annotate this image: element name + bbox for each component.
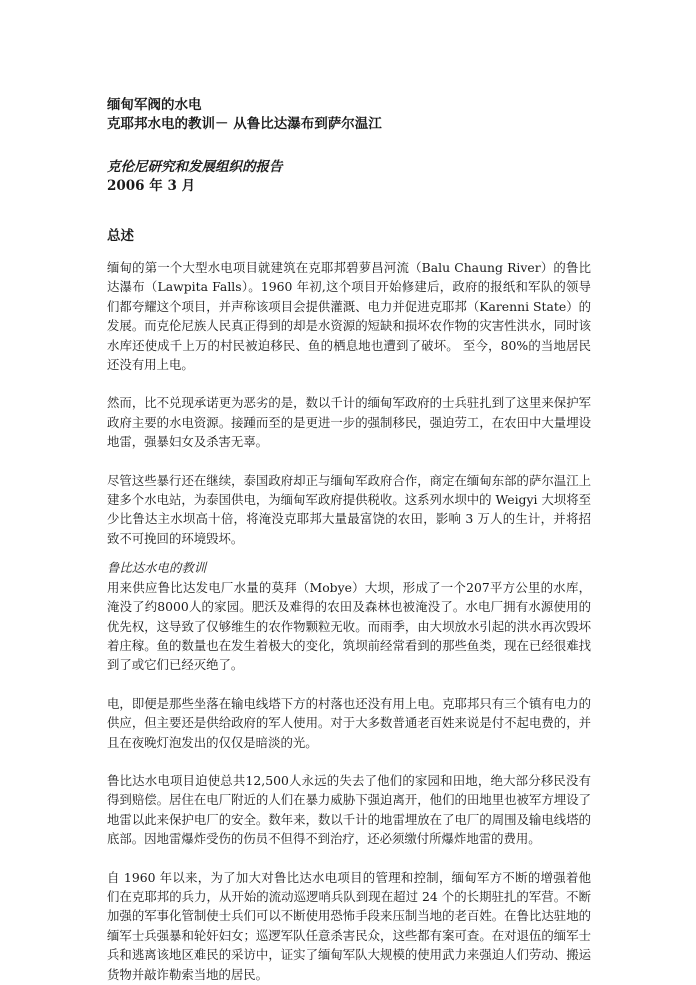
paragraph: 自 1960 年以来，为了加大对鲁比达水电项目的管理和控制，缅甸军方不断的增强着他们在克耶邦的兵力，从开始的流动巡逻哨兵队到现在超过 24 个的长期驻扎的军营。不断加强的军事化管制使士兵们可以不断使用恐怖手段来压制当地的老百姓。在鲁比达驻地的缅军士兵强暴和轮奸妇女；巡逻军队任意杀害民众，这些都有案可查。在对退伍的缅军士兵和逃离该地区难民的采访中，证实了缅甸军队大规模的使用武力来强迫人们劳动、搬运货物并敲诈勒索当地的居民。 xyxy=(107,869,591,982)
document-body xyxy=(107,96,591,984)
paragraph: 缅甸的第一个大型水电项目就建筑在克耶邦碧萝昌河流（Balu Chaung River）的鲁比达瀑布（Lawpita Falls）。1960 年初,这个项目开始修建后，政府的报纸和军队的领导们都夸耀这个项目，并声称该项目会提供灌溉、电力并促进克耶邦（Karenni State）的发展。而克伦尼族人民真正得到的却是水资源的短缺和损坏农作物的灾害性洪水，同时该水库还使成千上万的村民被迫移民、鱼的栖息地也遭到了破坏。 至今，80%的当地居民还没有用上电。 xyxy=(107,260,591,373)
report-byline: 克伦尼研究和发展组织的报告 xyxy=(107,159,283,175)
section-heading-summary: 总述 xyxy=(107,228,134,244)
report-date: 2006 年 3 月 xyxy=(107,178,196,194)
document-subtitle: 克耶邦水电的教训－ 从鲁比达瀑布到萨尔温江 xyxy=(107,116,382,132)
paragraph: 用来供应鲁比达发电厂水量的莫拜（Mobye）大坝，形成了一个207平方公里的水库，淹没了约8000人的家园。肥沃及难得的农田及森林也被淹没了。水电厂拥有水源使用的优先权，这导致了仅够维生的农作物颗粒无收。而雨季，由大坝放水引起的洪水再次毁坏着庄稼。鱼的数量也在发生着极大的变化，筑坝前经常看到的那些鱼类，现在已经很难找到了或它们已经灭绝了。 xyxy=(107,579,591,673)
paragraph: 然而，比不兑现承诺更为恶劣的是，数以千计的缅甸军政府的士兵驻扎到了这里来保护军政府主要的水电资源。接踵而至的是更进一步的强制移民，强迫劳工，在农田中大量埋设地雷，强暴妇女及杀害无辜。 xyxy=(107,395,591,450)
paragraph: 电，即便是那些坐落在输电线塔下方的村落也还没有用上电。克耶邦只有三个镇有电力的供应，但主要还是供给政府的军人使用。对于大多数普通老百姓来说是付不起电费的，并且在夜晚灯泡发出的仅仅是暗淡的光。 xyxy=(107,695,591,750)
document-title: 缅甸军阀的水电 xyxy=(107,97,202,113)
section-heading-lessons: 鲁比达水电的教训 xyxy=(107,560,207,576)
paragraph: 尽管这些暴行还在继续，泰国政府却正与缅甸军政府合作，商定在缅甸东部的萨尔温江上建多个水电站，为泰国供电，为缅甸军政府提供税收。这系列水坝中的 Weigyi 大坝将至少比鲁达主水坝高十倍，将淹没克耶邦大量最富饶的农田，影响 3 万人的生计，并将招致不可挽回的环境毁坏。 xyxy=(107,472,591,546)
paragraph: 鲁比达水电项目迫使总共12,500人永远的失去了他们的家园和田地，绝大部分移民没有得到赔偿。居住在电厂附近的人们在暴力威胁下强迫离开，他们的田地里也被军方埋设了地雷以此来保护电厂的安全。数年来，数以千计的地雷埋放在了电厂的周围及输电线塔的底部。因地雷爆炸受伤的伤员不但得不到治疗，还必须缴付所爆炸地雷的费用。 xyxy=(107,772,591,847)
